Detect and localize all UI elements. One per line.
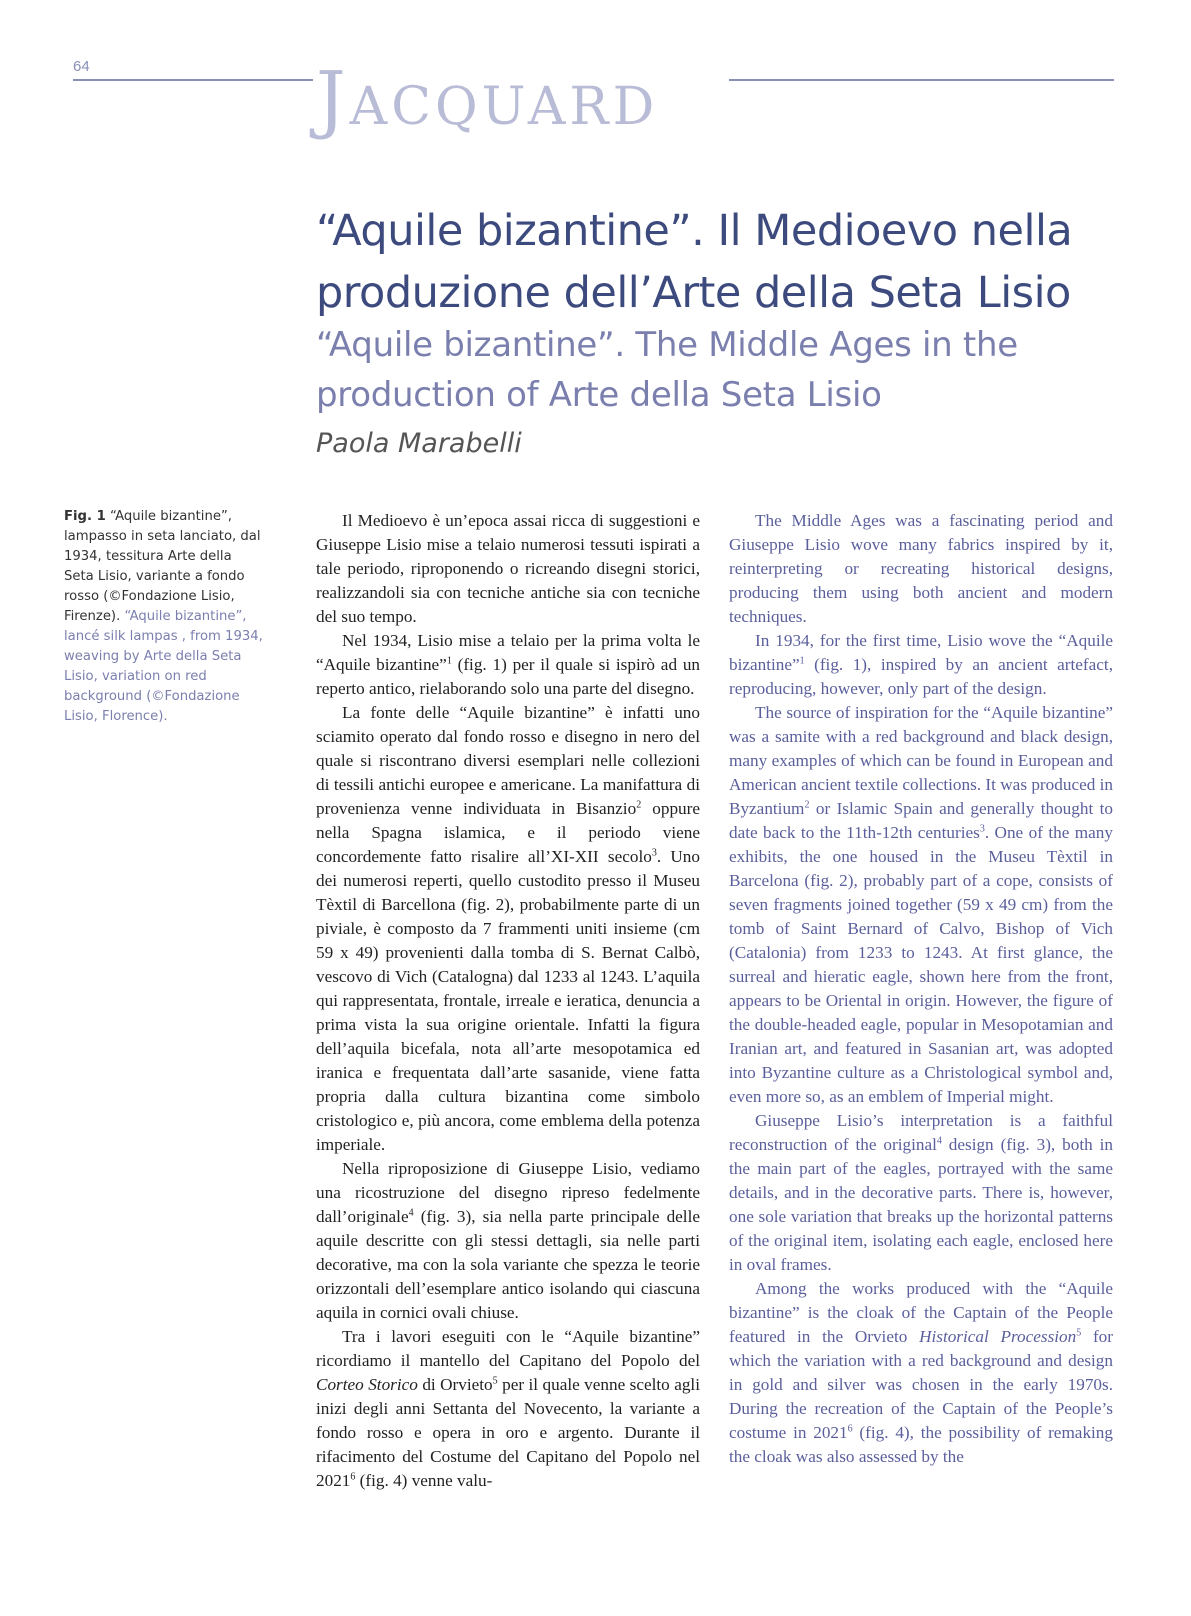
- header-rule-left: [73, 79, 313, 81]
- article-author: Paola Marabelli: [316, 428, 522, 459]
- article-title-english: “Aquile bizantine”. The Middle Ages in the production of Arte della Seta Lisio: [316, 325, 1018, 415]
- body-column-italian: [316, 509, 700, 1493]
- paragraph: In 1934, for the first time, Lisio wove the “Aquile bizantine”$^1$ (fig. 1), inspired by an ancient artefact, reproducing, however, only part of the design.: [729, 631, 1113, 698]
- footnote-ref: 4: [936, 1135, 942, 1147]
- figure-label: Fig. 1: [64, 509, 106, 524]
- paragraph: Il Medioevo è un’epoca assai ricca di suggestioni e Giuseppe Lisio mise a telaio numerosi tessuti ispirati a tale periodo, riproponendo o ricreando disegni storici, realizzandoli sia con tecniche antiche sia con tecniche del suo tempo.: [316, 511, 700, 626]
- footnote-ref: 2: [636, 799, 642, 811]
- journal-title: Jacquard: [316, 56, 659, 142]
- footnote-ref: 4: [408, 1207, 414, 1219]
- body-column-english: [729, 509, 1113, 1469]
- caption-text-english: “Aquile bizantine”, lancé silk lampas , from 1934, weaving by Arte della Seta Lisio, variation on red background (©Fondazione Lisio, Florence).: [64, 609, 263, 724]
- footnote-ref: 3: [651, 847, 657, 859]
- footnote-ref: 6: [847, 1423, 853, 1435]
- paragraph: La fonte delle “Aquile bizantine” è infatti uno sciamito operato dal fondo rosso e disegno in nero del quale si riscontrano diversi esemplari nelle collezioni di tessili antichi europee e americane. La manifattura di provenienza venne individuata in Bisanzio$^2$ oppure nella Spagna islamica, e il periodo viene concordemente fatto risalire all’XI-XII secolo$^3$. Uno dei numerosi reperti, quello custodito presso il Museu Tèxtil di Barcellona (fig. 2), probabilmente parte di un piviale, è composto da 7 frammenti uniti insieme (cm 59 x 49) provenienti dalla tomba di S. Bernat Calbò, vescovo di Vich (Catalogna) dal 1233 al 1243. L’aquila qui rappresentata, frontale, irreale e ieratica, denuncia a prima vista la sua origine orientale. Infatti la figura dell’aquila bicefala, nota all’arte mesopotamica ed iranica e frequentata dall’arte sasanide, viene fatta propria dalla cultura bizantina come simbolo cristologico e, più ancora, come emblema della potenza imperiale.: [316, 703, 700, 1154]
- paragraph: Among the works produced with the “Aquile bizantine” is the cloak of the Captain of the People featured in the Orvieto Historical Procession$^5$ for which the variation with a red background and design in gold and silver was chosen in the early 1970s. During the recreation of the Captain of the People’s costume in 2021$^6$ (fig. 4), the possibility of remaking the cloak was also assessed by the: [729, 1279, 1113, 1466]
- footnote-ref: 1: [446, 655, 452, 667]
- article-title-italian: “Aquile bizantine”. Il Medioevo nella produzione dell’Arte della Seta Lisio: [316, 206, 1073, 318]
- footnote-ref: 5: [492, 1375, 498, 1387]
- footnote-ref: 6: [350, 1471, 356, 1483]
- caption-text-italian: “Aquile bizantine”, lampasso in seta lanciato, dal 1934, tessitura Arte della Seta Lisio, variante a fondo rosso (©Fondazione Lisio, Firenze).: [64, 509, 261, 624]
- footnote-ref: 2: [804, 799, 810, 811]
- paragraph: Nel 1934, Lisio mise a telaio per la prima volta le “Aquile bizantine”$^1$ (fig. 1) per il quale si ispirò ad un reperto antico, rielaborando solo una parte del disegno.: [316, 631, 701, 698]
- figure-caption: [64, 507, 264, 727]
- paragraph: Tra i lavori eseguiti con le “Aquile bizantine” ricordiamo il mantello del Capitano del Popolo del Corteo Storico di Orvieto$^5$ per il quale venne scelto agli inizi degli anni Settanta del Novecento, la variante a fondo rosso e opera in oro e argento. Durante il rifacimento del Costume del Capitano del Popolo nel 2021$^6$ (fig. 4) venne valu-: [316, 1327, 700, 1490]
- header-rule-right: [729, 79, 1114, 81]
- footnote-ref: 1: [799, 655, 805, 667]
- footnote-ref: 5: [1076, 1327, 1082, 1339]
- paragraph: Giuseppe Lisio’s interpretation is a faithful reconstruction of the original$^4$ design (fig. 3), both in the main part of the eagles, portrayed with the same details, and in the decorative parts. There is, however, one sole variation that breaks up the horizontal patterns of the original item, isolating each eagle, enclosed here in oval frames.: [729, 1111, 1113, 1274]
- paragraph: Nella riproposizione di Giuseppe Lisio, vediamo una ricostruzione del disegno ripreso fedelmente dall’originale$^4$ (fig. 3), sia nella parte principale delle aquile descritte con gli stessi dettagli, sia nelle parti decorative, ma con la sola variante che spezza le teorie orizzontali dell’esemplare antico isolando qui ciascuna aquila in cornici ovali chiuse.: [316, 1159, 700, 1322]
- footnote-ref: 3: [979, 823, 985, 835]
- paragraph: The source of inspiration for the “Aquile bizantine” was a samite with a red background and black design, many examples of which can be found in European and American ancient textile collections. It was produced in Byzantium$^2$ or Islamic Spain and generally thought to date back to the 11th-12th centuries$^3$. One of the many exhibits, the one housed in the Museu Tèxtil in Barcelona (fig. 2), probably part of a cope, consists of seven fragments joined together (59 x 49 cm) from the tomb of Saint Bernard of Calvo, Bishop of Vich (Catalonia) from 1233 to 1243. At first glance, the surreal and hieratic eagle, shown here from the front, appears to be Oriental in origin. However, the figure of the double-headed eagle, popular in Mesopotamian and Iranian art, and featured in Sasanian art, was adopted into Byzantine culture as a Christological symbol and, even more so, as an emblem of Imperial might.: [729, 703, 1113, 1106]
- paragraph: The Middle Ages was a fascinating period and Giuseppe Lisio wove many fabrics inspired by it, reinterpreting or recreating historical designs, producing them using both ancient and modern techniques.: [729, 511, 1113, 626]
- page-number: 64: [73, 58, 90, 75]
